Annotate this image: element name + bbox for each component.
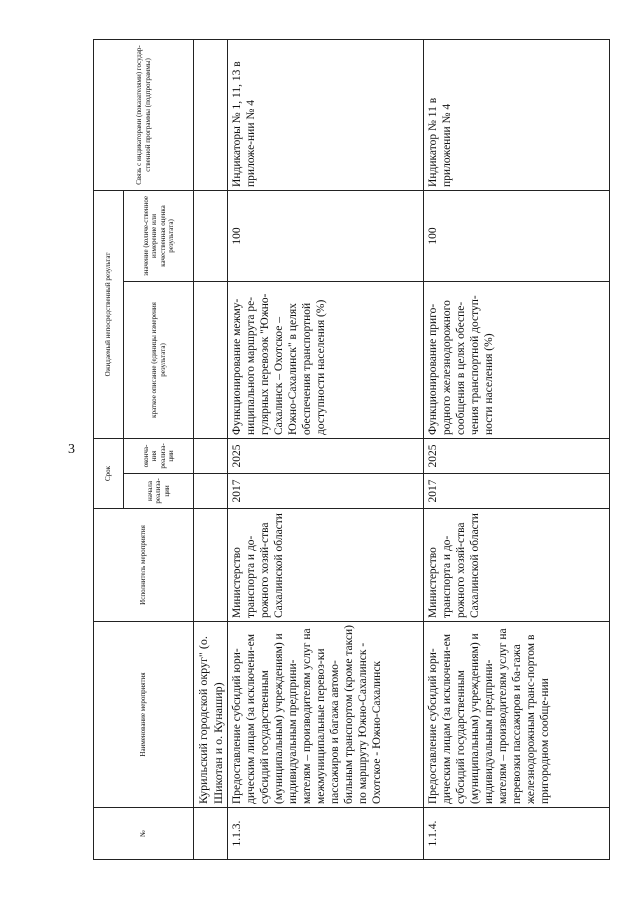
header-result: Ожидаемый непосредственный результат <box>94 190 124 438</box>
section-empty-cell <box>194 808 228 860</box>
row-executor: Министерство транспорта и до-рожного хозяй-ства Сахалинской области <box>424 509 610 622</box>
header-term-start: начала реализа-ции <box>124 474 194 509</box>
row-end: 2025 <box>228 438 424 473</box>
row-result-value: 100 <box>228 190 424 281</box>
table-row <box>228 39 424 859</box>
row-end: 2025 <box>424 438 610 473</box>
header-result-desc: краткое описание (единицы измерения результата) <box>124 281 194 438</box>
header-row-1 <box>94 39 124 859</box>
section-empty-cell <box>194 281 228 438</box>
header-link: Связь с индикаторами (показателями) государ-ственной программы (подпрограммы) <box>94 39 194 190</box>
page-number: 3 <box>68 442 75 457</box>
row-result-value: 100 <box>424 190 610 281</box>
rotated-table-wrapper <box>93 40 605 860</box>
row-result-desc: Функционирование приго-родного железнодорожного сообщения в целях обеспе-чения транспортной доступ-ности населения (%) <box>424 281 610 438</box>
section-title: Курильский городской округ" (о. Шикотан и о. Кунашир) <box>194 622 228 808</box>
row-start: 2017 <box>228 474 424 509</box>
row-start: 2017 <box>424 474 610 509</box>
activities-table <box>93 39 610 860</box>
row-name: Предоставление субсидий юри-дическим лицам (за исключени-ем субсидий государственным (муниципальным) учреждениям) и индивидуальным предприни-мателям – производителям услуг на перевозки пассажиров и ба-гажа железнодорожным транс-портом в пригородном сообще-нии <box>424 622 610 808</box>
section-empty-cell <box>194 474 228 509</box>
section-empty-cell <box>194 509 228 622</box>
table-row <box>424 39 610 859</box>
header-name: Наименование мероприятия <box>94 622 194 808</box>
header-term: Срок <box>94 438 124 508</box>
row-link: Индикаторы № 1, 11, 13 в приложе-нии № 4 <box>228 39 424 190</box>
row-no: 1.1.4. <box>424 808 610 860</box>
header-executor: Исполнитель мероприятия <box>94 509 194 622</box>
row-name: Предоставление субсидий юри-дическим лицам (за исключени-ем субсидий государственным (муниципальным) учреждениям) и индивидуальным предприни-мателям – производителям услуг на межмуниципальные перевоз-ки пассажиров и багажа автомо-бильным транспортом (кроме такси) по маршруту Южно-Сахалинск - Охотское - Южно-Сахалинск <box>228 622 424 808</box>
row-result-desc: Функционирование межму-ниципального маршрута ре-гулярных перевозок "Южно-Сахалинск – Охотское – Южно-Сахалинск" в целях обеспечения транспортной доступности населения (%) <box>228 281 424 438</box>
section-empty-cell <box>194 438 228 473</box>
section-row <box>194 39 228 859</box>
row-no: 1.1.3. <box>228 808 424 860</box>
row-link: Индикатор № 11 в приложении № 4 <box>424 39 610 190</box>
header-result-value: значение (количе-ственное измерение или качественная оценка результата) <box>124 190 194 281</box>
header-term-end: оконча-ния реализа-ции <box>124 438 194 473</box>
header-no: № <box>94 808 194 860</box>
row-executor: Министерство транспорта и до-рожного хозяй-ства Сахалинской области <box>228 509 424 622</box>
section-empty-cell <box>194 190 228 281</box>
section-empty-cell <box>194 39 228 190</box>
